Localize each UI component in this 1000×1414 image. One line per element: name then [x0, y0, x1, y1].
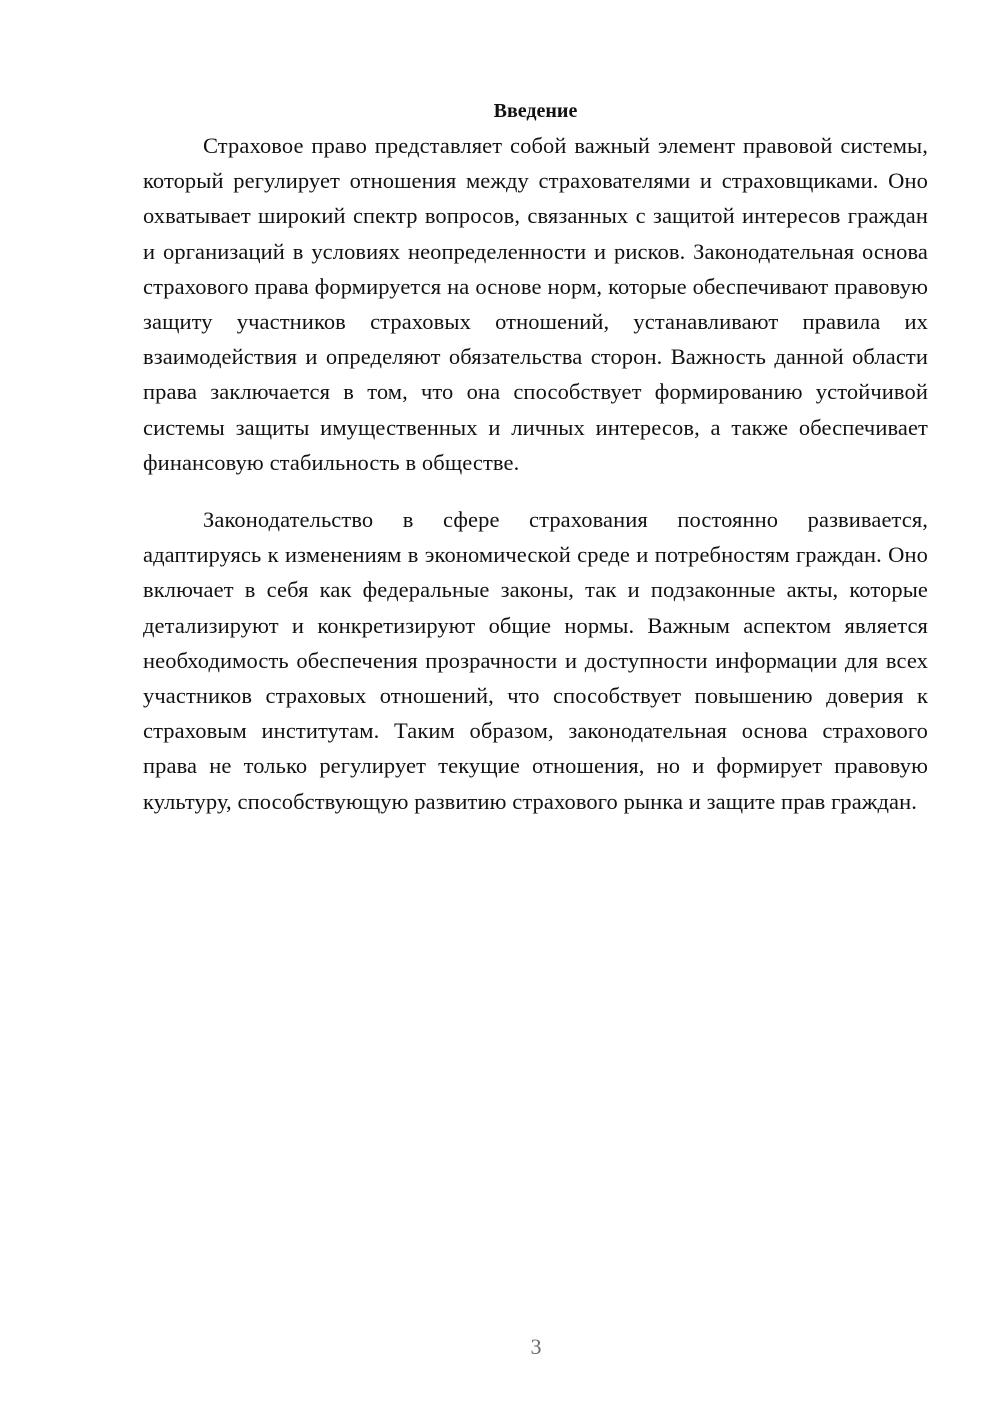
page-content — [143, 96, 928, 819]
paragraph-1: Страховое право представляет собой важный элемент правовой системы, который регулирует отношения между страхователями и страховщиками. Оно охватывает широкий спектр вопросов, связанных с защитой интересов граждан и организаций в условиях неопределенности и рисков. Законодательная основа страхового права формируется на основе норм, которые обеспечивают правовую защиту участников страховых отношений, устанавливают правила их взаимодействия и определяют обязательства сторон. Важность данной области права заключается в том, что она способствует формированию устойчивой системы защиты имущественных и личных интересов, а также обеспечивает финансовую стабильность в обществе. — [143, 133, 928, 475]
page-number: 3 — [530, 1334, 542, 1359]
section-title: Введение — [493, 100, 578, 122]
paragraph-2: Законодательство в сфере страхования постоянно развивается, адаптируясь к изменениям в экономической среде и потребностям граждан. Оно включает в себя как федеральные законы, так и подзаконные акты, которые детализируют и конкретизируют общие нормы. Важным аспектом является необходимость обеспечения прозрачности и доступности информации для всех участников страховых отношений, что способствует повышению доверия к страховым институтам. Таким образом, законодательная основа страхового права не только регулирует текущие отношения, но и формирует правовую культуру, способствующую развитию страхового рынка и защите прав граждан. — [143, 507, 928, 814]
